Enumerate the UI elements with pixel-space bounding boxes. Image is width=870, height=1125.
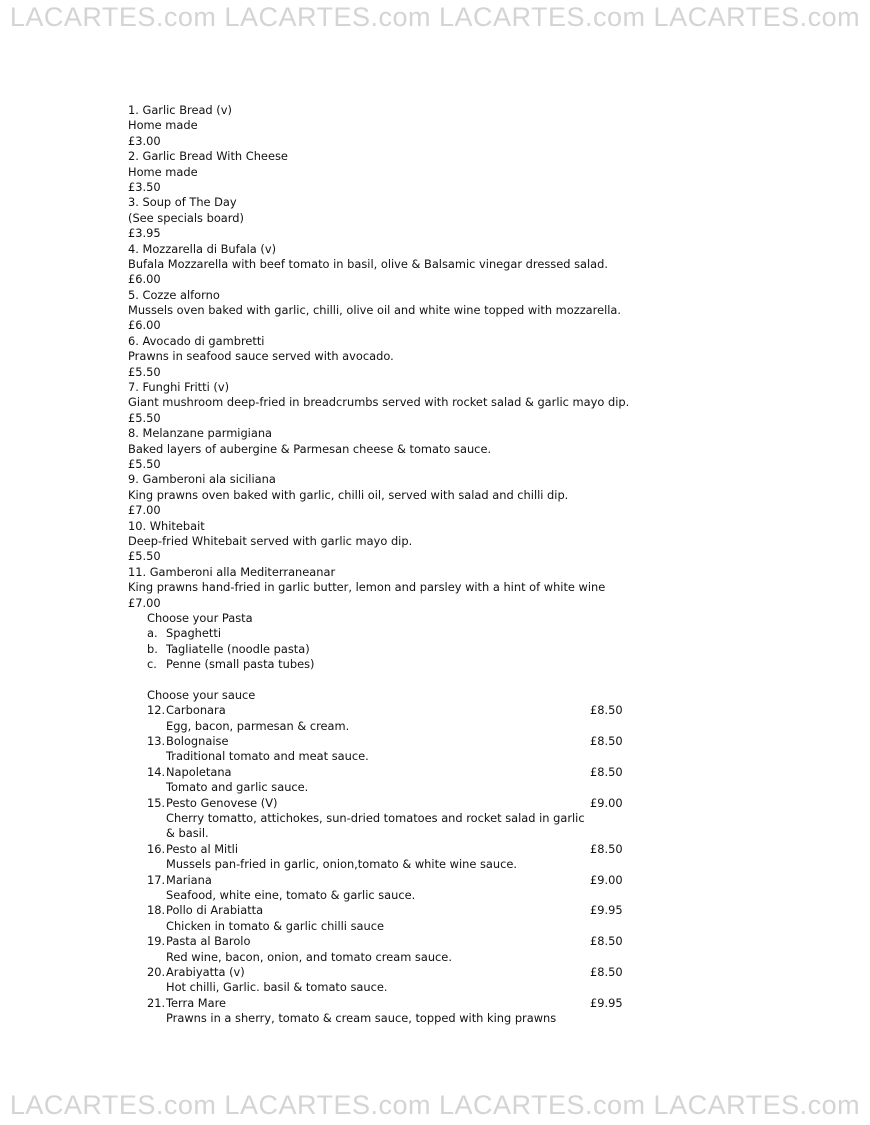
menu-item [128,242,630,288]
sauce-price: £8.50 [590,841,623,856]
item-price: £5.50 [128,364,161,379]
sauce-name: Pesto Genovese (V) [166,795,278,810]
sauce-number: 20. [147,965,166,980]
item-title: 2. Garlic Bread With Cheese [128,149,288,164]
item-description: Prawns in seafood sauce served with avocado. [128,349,394,364]
item-price: £5.50 [128,456,161,471]
pasta-option-name: Penne (small pasta tubes) [166,657,315,672]
watermark-bottom: LACARTES.com LACARTES.com LACARTES.com LACARTES.com [9,1090,861,1120]
menu-item [128,334,630,380]
pasta-option [128,642,630,657]
item-title: 4. Mozzarella di Bufala (v) [128,241,277,256]
sauce-number: 17. [147,872,166,887]
sauce-number: 15. [147,795,166,810]
item-price: £3.50 [128,179,161,194]
section-gap [128,672,630,687]
sauce-name: Bolognaise [166,734,229,749]
item-title: 5. Cozze alforno [128,287,220,302]
sauce-number: 13. [147,734,166,749]
menu-item [128,103,630,149]
sauce-row [128,734,630,749]
item-title: 3. Soup of The Day [128,195,237,210]
item-description: Home made [128,164,198,179]
sauce-item [128,965,630,996]
pasta-option [128,626,630,641]
item-description: Deep-fried Whitebait served with garlic mayo dip. [128,533,413,548]
item-price: £5.50 [128,410,161,425]
sauce-item [128,703,630,734]
menu-item [128,195,630,241]
sauce-item [128,765,630,796]
sauce-description: Seafood, white eine, tomato & garlic sauce. [166,888,416,903]
item-title: 7. Funghi Fritti (v) [128,380,230,395]
menu-item [128,519,630,565]
sauce-description: Traditional tomato and meat sauce. [166,749,369,764]
sauce-row [128,842,630,857]
sauce-name: Pollo di Arabiatta [166,903,264,918]
sauce-description: Egg, bacon, parmesan & cream. [166,718,350,733]
sauce-item [128,796,630,842]
sauce-description: Hot chilli, Garlic. basil & tomato sauce. [166,980,388,995]
sauce-description: Cherry tomatto, attichokes, sun-dried tomatoes and rocket salad in garlic & basil. [166,811,585,841]
item-description: Bufala Mozzarella with beef tomato in basil, olive & Balsamic vinegar dressed salad. [128,256,608,271]
sauce-item [128,996,630,1027]
sauce-row [128,903,630,918]
sauce-price: £9.00 [590,795,623,810]
sauce-row [128,934,630,949]
sauce-row [128,765,630,780]
item-price: £3.00 [128,133,161,148]
item-description: Mussels oven baked with garlic, chilli, olive oil and white wine topped with mozzarella. [128,303,622,318]
item-description: Baked layers of aubergine & Parmesan cheese & tomato sauce. [128,441,492,456]
sauce-row [128,873,630,888]
menu-item [128,565,630,611]
item-title: 8. Melanzane parmigiana [128,426,273,441]
sauce-list [128,703,630,1026]
sauce-name: Mariana [166,872,212,887]
pasta-option-letter: c. [147,657,157,672]
menu-document [128,103,630,1027]
sauce-number: 19. [147,934,166,949]
sauce-item [128,842,630,873]
pasta-heading: Choose your Pasta [147,610,253,625]
watermark-top: LACARTES.com LACARTES.com LACARTES.com LACARTES.com [9,2,861,32]
sauce-description: Tomato and garlic sauce. [166,780,309,795]
sauce-number: 16. [147,841,166,856]
item-price: £3.95 [128,226,161,241]
sauce-number: 18. [147,903,166,918]
sauce-name: Pasta al Barolo [166,934,251,949]
item-description: King prawns oven baked with garlic, chilli oil, served with salad and chilli dip. [128,487,569,502]
sauce-number: 14. [147,764,166,779]
item-price: £6.00 [128,272,161,287]
pasta-option [128,657,630,672]
item-price: £7.00 [128,503,161,518]
menu-item [128,149,630,195]
item-title: 1. Garlic Bread (v) [128,103,232,117]
pasta-option-letter: a. [147,626,158,641]
sauce-number: 21. [147,995,166,1010]
sauce-price: £8.50 [590,764,623,779]
sauce-price: £8.50 [590,965,623,980]
item-description: Giant mushroom deep-fried in breadcrumbs served with rocket salad & garlic mayo dip. [128,395,630,410]
sauce-description: Prawns in a sherry, tomato & cream sauce, topped with king prawns [166,1011,557,1026]
item-title: 9. Gamberoni ala siciliana [128,472,276,487]
sauce-item [128,873,630,904]
item-title: 10. Whitebait [128,518,205,533]
sauce-name: Carbonara [166,703,226,718]
pasta-options-list [128,626,630,672]
sauce-number: 12. [147,703,166,718]
sauce-row [128,796,630,811]
sauce-price: £9.95 [590,903,623,918]
item-title: 11. Gamberoni alla Mediterraneanar [128,564,336,579]
item-description: Home made [128,118,198,133]
sauce-item [128,734,630,765]
pasta-option-name: Tagliatelle (noodle pasta) [166,641,310,656]
sauce-description: Red wine, bacon, onion, and tomato cream sauce. [166,949,452,964]
sauce-row [128,996,630,1011]
pasta-option-letter: b. [147,641,158,656]
item-title: 6. Avocado di gambretti [128,333,265,348]
sauce-name: Napoletana [166,764,232,779]
sauce-name: Pesto al Mitli [166,841,239,856]
menu-item [128,288,630,334]
menu-item [128,426,630,472]
sauce-row [128,965,630,980]
item-description: King prawns hand-fried in garlic butter, lemon and parsley with a hint of white wine [128,580,606,595]
sauce-price: £9.95 [590,995,623,1010]
item-description: (See specials board) [128,210,244,225]
item-price: £7.00 [128,595,161,610]
sauce-description: Mussels pan-fried in garlic, onion,tomato & white wine sauce. [166,857,518,872]
item-price: £5.50 [128,549,161,564]
sauce-price: £8.50 [590,934,623,949]
sauce-row [128,703,630,718]
menu-item [128,380,630,426]
sauce-name: Arabiyatta (v) [166,965,245,980]
pasta-option-name: Spaghetti [166,626,221,641]
sauce-name: Terra Mare [166,995,227,1010]
item-price: £6.00 [128,318,161,333]
sauce-heading: Choose your sauce [147,687,256,702]
sauce-item [128,903,630,934]
sauce-price: £8.50 [590,703,623,718]
starters-list [128,103,630,611]
sauce-description: Chicken in tomato & garlic chilli sauce [166,918,384,933]
sauce-price: £9.00 [590,872,623,887]
menu-item [128,472,630,518]
sauce-price: £8.50 [590,734,623,749]
sauce-item [128,934,630,965]
